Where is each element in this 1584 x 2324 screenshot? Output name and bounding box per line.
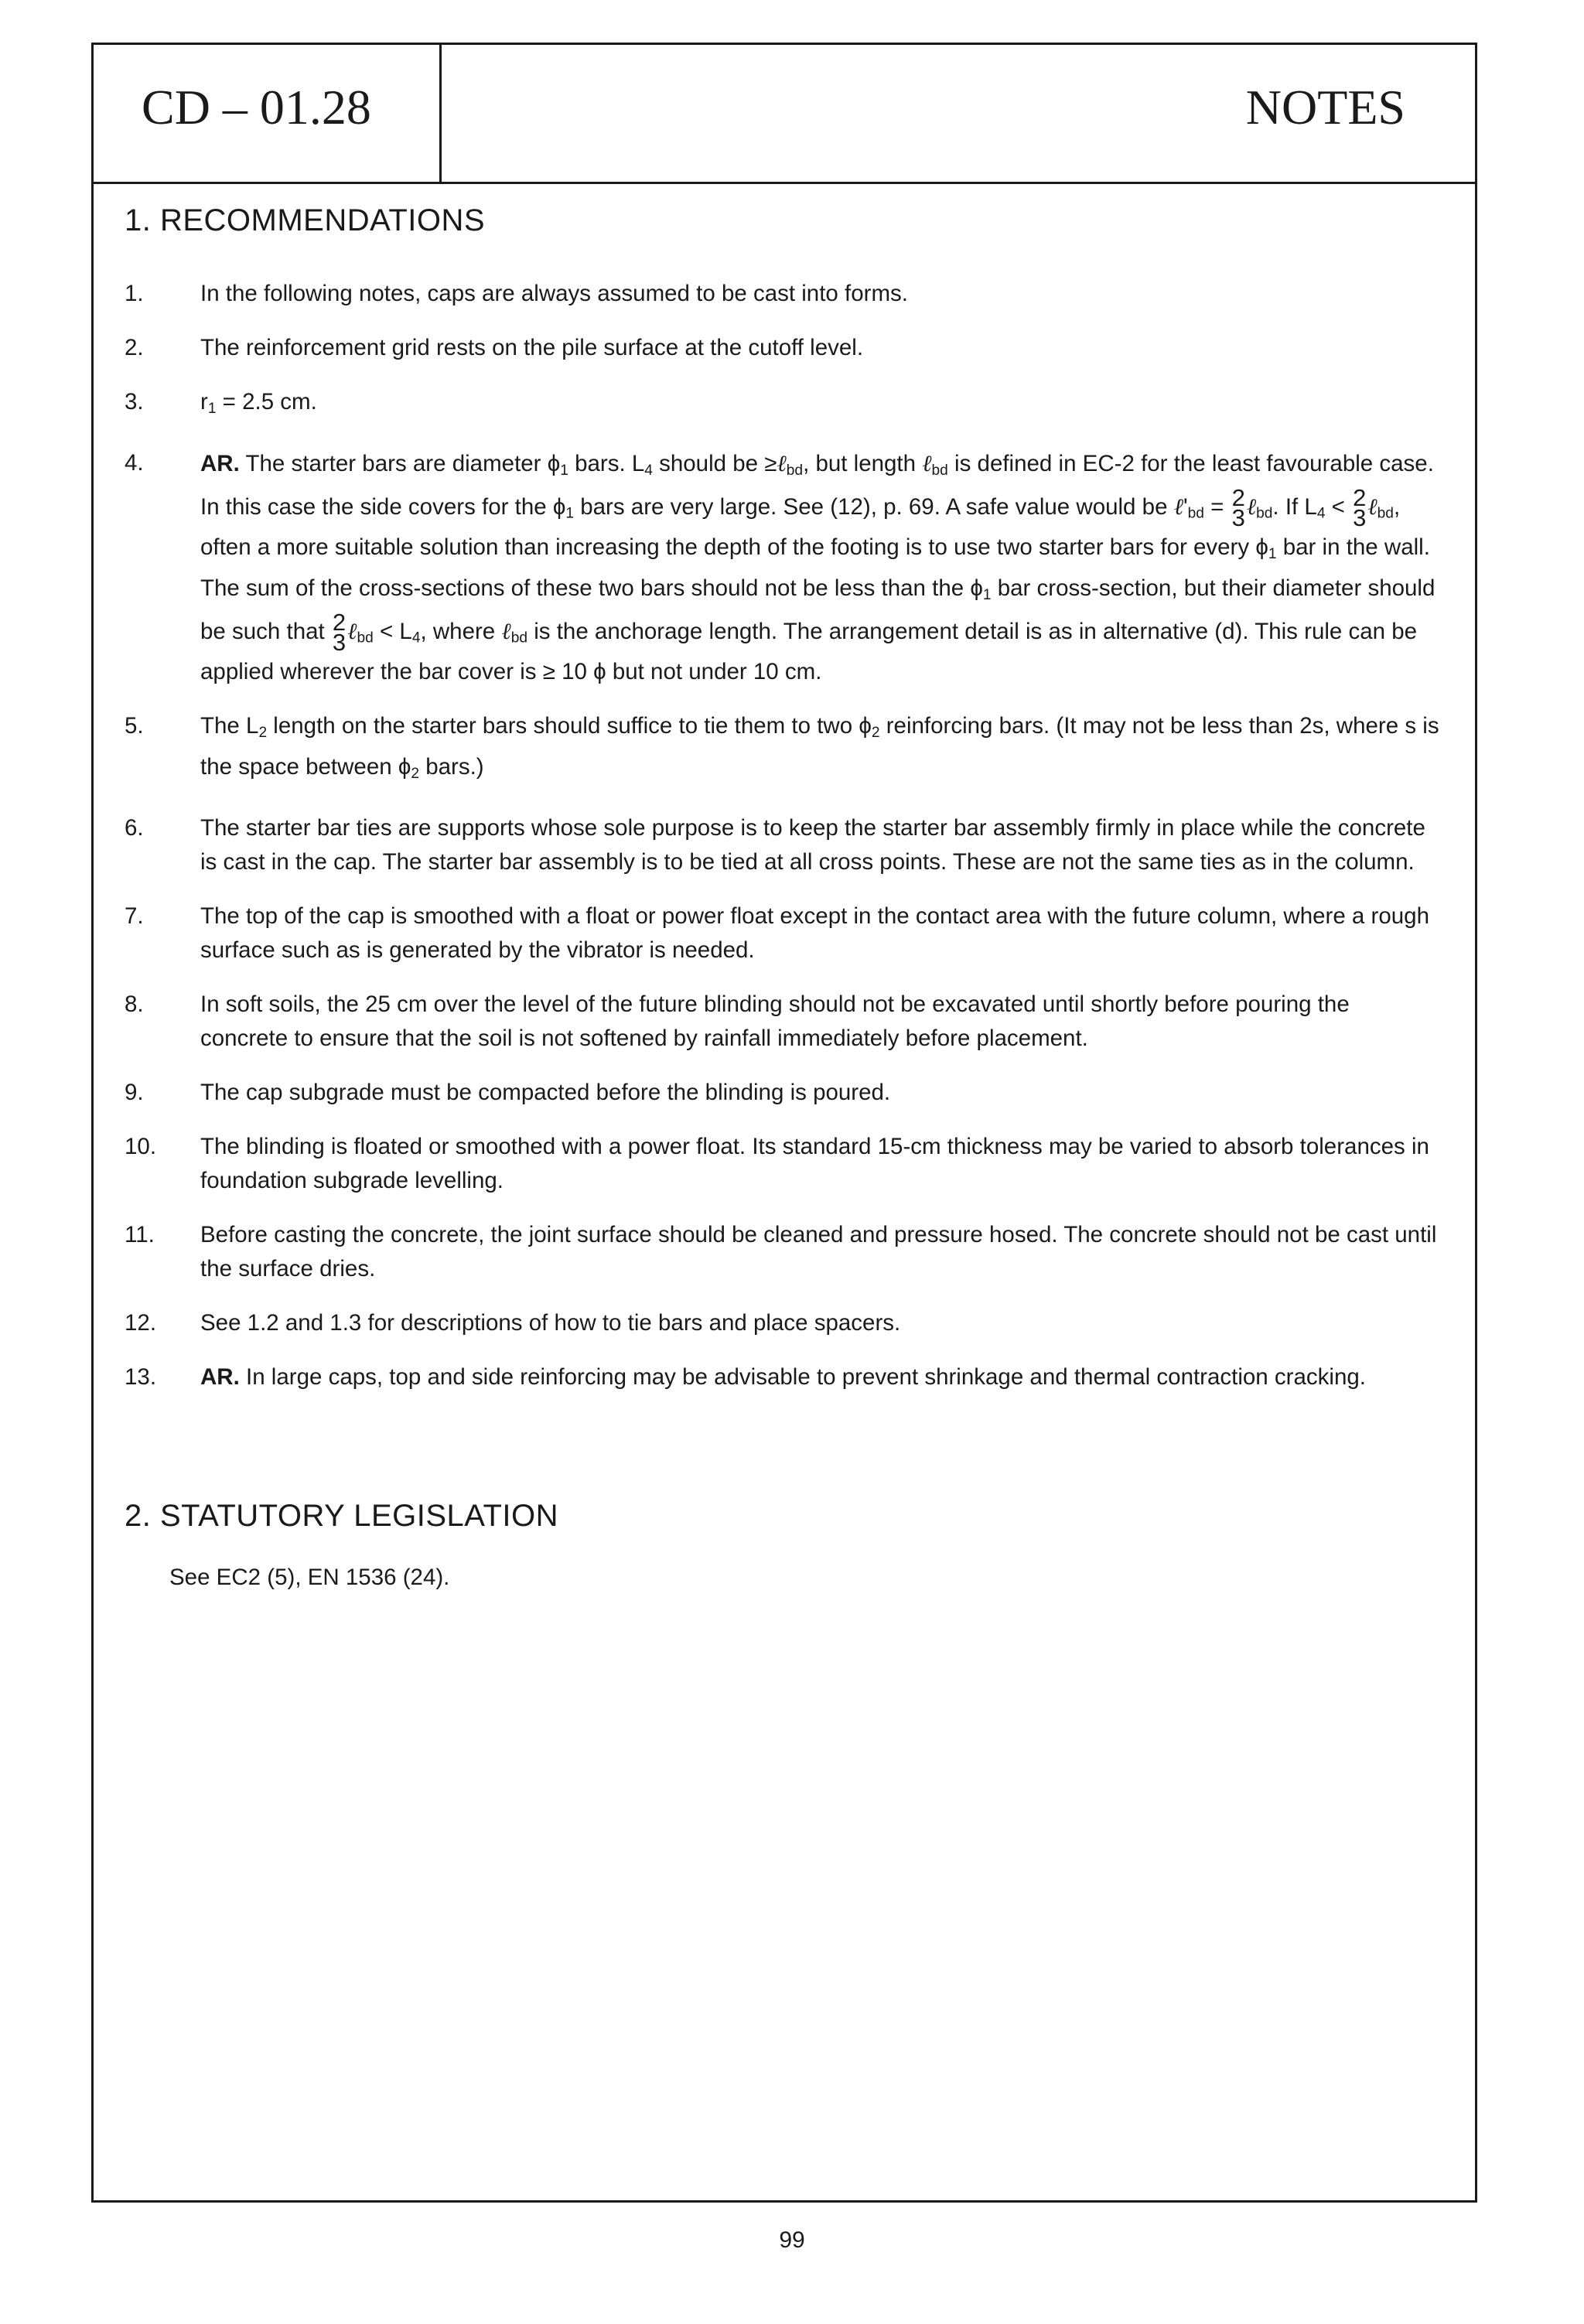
item-text: The reinforcement grid rests on the pile surface at the cutoff level. bbox=[200, 335, 864, 360]
list-item bbox=[125, 331, 1439, 365]
list-item bbox=[125, 277, 1439, 311]
item-text: The top of the cap is smoothed with a float or power float except in the contact area with the future column, where a rough surface such as is generated by the vibrator is needed. bbox=[200, 903, 1429, 963]
item-number: 3. bbox=[125, 389, 144, 415]
item-number: 8. bbox=[125, 991, 144, 1017]
item-text: The cap subgrade must be compacted before the blinding is poured. bbox=[200, 1079, 891, 1105]
list-item bbox=[125, 811, 1439, 879]
list-item bbox=[125, 446, 1439, 690]
item-text: The $L_2$ length on the starter bars should suffice to tie them to two $\phi_2$ reinforcing bars. (It may not be less than 2s, where s is the space between $\phi_2$ bars.) bbox=[200, 713, 1439, 782]
item-number: 4. bbox=[125, 449, 144, 476]
list-item bbox=[125, 1076, 1439, 1110]
item-number: 11. bbox=[125, 1221, 155, 1247]
item-text: AR. The starter bars are diameter $\phi_1$ bars. $L_4$ should be ≥ℓ$_{bd}$, but length ℓ$_{bd}$ is defined in EC-2 for the least favourable case. In this case the side covers for the $\phi_1$ bars are very large. See (12), p. 69. A safe value would be $\ell'_{bd}$ = 2 3 ℓ$_{bd}$. If $L_4$ < 2 3 ℓ$_{bd}$, often a more suitable solution than increasing the depth of the footing is to use two starter bars for every $\phi_1$ bar in the wall. The sum of the cross-sections of these two bars should not be less than the $\phi_1$ bar cross-section, but their diameter should be such that 2 3 ℓ$_{bd}$ < $L_4$, where ℓ$_{bd}$ is the anchorage length. The arrangement detail is as in alternative (d). This rule can be applied wherever the bar cover is ≥ 10 ϕ but not under 10 cm. bbox=[200, 449, 1436, 685]
item-text: See 1.2 and 1.3 for descriptions of how to tie bars and place spacers. bbox=[200, 1309, 901, 1336]
item-number: 1. bbox=[125, 281, 144, 306]
item-text: In the following notes, caps are always assumed to be cast into forms. bbox=[200, 281, 908, 306]
item-text: The blinding is floated or smoothed with a power float. Its standard 15-cm thickness may be varied to absorb tolerances in foundation subgrade levelling. bbox=[200, 1133, 1429, 1193]
item-text: The starter bar ties are supports whose sole purpose is to keep the starter bar assembly firmly in place while the concrete is cast in the cap. The starter bar assembly is to be tied at all cross points. These are not the same ties as in the column. bbox=[200, 814, 1425, 875]
list-item bbox=[125, 1130, 1439, 1198]
item-text: AR. In large caps, top and side reinforcing may be advisable to prevent shrinkage and thermal contraction cracking. bbox=[200, 1363, 1366, 1390]
list-item bbox=[125, 1360, 1439, 1394]
list-item bbox=[125, 1218, 1439, 1286]
list-item bbox=[125, 988, 1439, 1056]
header bbox=[94, 45, 1475, 184]
list-item bbox=[125, 899, 1439, 967]
statutory-legislation-text: See EC2 (5), EN 1536 (24). bbox=[169, 1565, 450, 1590]
item-number: 6. bbox=[125, 814, 144, 841]
item-number: 9. bbox=[125, 1079, 144, 1105]
item-number: 12. bbox=[125, 1309, 157, 1336]
item-number: 10. bbox=[125, 1133, 157, 1159]
list-item bbox=[125, 1306, 1439, 1340]
item-number: 13. bbox=[125, 1363, 157, 1390]
page-frame bbox=[91, 43, 1477, 2203]
item-number: 7. bbox=[125, 903, 144, 929]
item-text: Before casting the concrete, the joint surface should be cleaned and pressure hosed. The concrete should not be cast until the surface dries. bbox=[200, 1221, 1437, 1281]
item-number: 2. bbox=[125, 335, 144, 360]
item-text: In soft soils, the 25 cm over the level of the future blinding should not be excavated until shortly before pouring the concrete to ensure that the soil is not softened by rainfall immediately before placement. bbox=[200, 991, 1350, 1051]
list-item bbox=[125, 709, 1439, 791]
document-code: CD – 01.28 bbox=[94, 45, 442, 182]
item-number: 5. bbox=[125, 713, 144, 739]
section-title-recommendations: 1. RECOMMENDATIONS bbox=[125, 203, 486, 237]
page-title: NOTES bbox=[1245, 80, 1405, 135]
page-number: 99 bbox=[779, 2227, 805, 2253]
section-title-statutory-legislation: 2. STATUTORY LEGISLATION bbox=[125, 1499, 559, 1533]
item-text: $r_1 = 2.5$ cm. bbox=[200, 389, 317, 417]
recommendations-list bbox=[125, 277, 1439, 1394]
list-item bbox=[125, 385, 1439, 426]
